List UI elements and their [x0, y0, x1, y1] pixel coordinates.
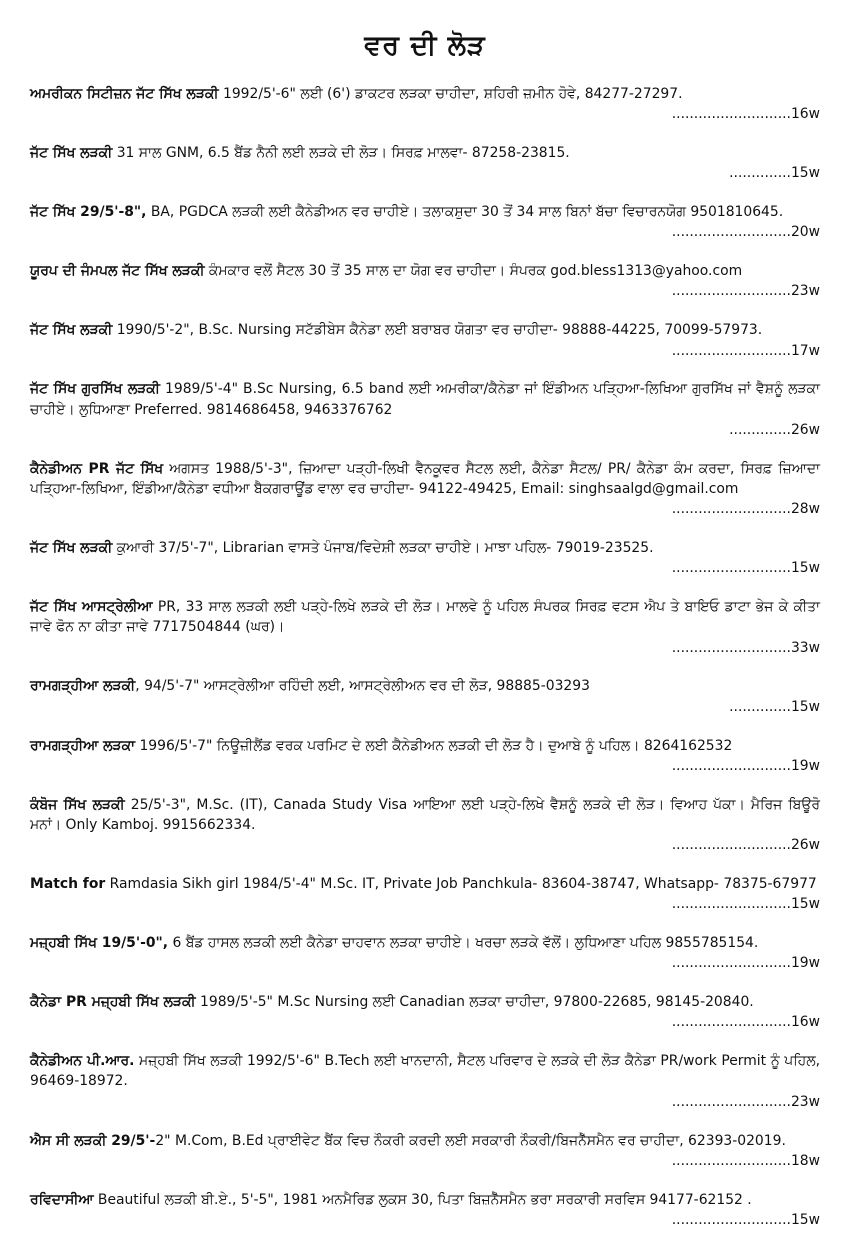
ad-text [30, 597, 820, 637]
ad-code: ...........................19w [671, 757, 820, 774]
ad-code: ...........................16w [671, 1014, 820, 1031]
ad-code: ..............26w [729, 421, 820, 438]
ad-body: BA, PGDCA ਲੜਕੀ ਲਈ ਕੈਨੇਡੀਅਨ ਵਰ ਚਾਹੀਏ। ਤਲਾਕਸ਼ੁਦਾ 30 ਤੋਂ 34 ਸਾਲ ਬਿਨਾਂ ਬੱਚਾ ਵਿਚਾਰਨਯੋਗ 9501810645. [146, 204, 784, 221]
ad-body: Beautiful ਲੜਕੀ ਬੀ.ਏ., 5'-5", 1981 ਅਨਮੈਰਿਡ ਲੁਕਸ 30, ਪਿਤਾ ਬਿਜ਼ਨੈੱਸਮੈਨ ਭਰਾ ਸਰਕਾਰੀ ਸਰਵਿਸ 94177-62152 . [93, 1191, 752, 1208]
classified-ad [30, 933, 820, 973]
ad-heading: ਰਾਮਗੜ੍ਹੀਆ ਲੜਕਾ [30, 737, 136, 754]
ad-heading: ਰਵਿਦਾਸੀਆ [30, 1191, 94, 1208]
ad-body: 1989/5'-5" M.Sc Nursing ਲਈ Canadian ਲੜਕਾ ਚਾਹੀਦਾ, 97800-22685, 98145-20840. [195, 994, 754, 1011]
ad-body: Ramdasia Sikh girl 1984/5'-4" M.Sc. IT, Private Job Panchkula- 83604-38747, Whatsapp- 78375-67977 [105, 875, 817, 892]
ad-heading: ਯੂਰਪ ਦੀ ਜੰਮਪਲ ਜੱਟ ਸਿੱਖ ਲੜਕੀ [30, 263, 205, 280]
ad-text [30, 992, 820, 1012]
page-title: ਵਰ ਦੀ ਲੋੜ [364, 30, 486, 61]
ad-text [30, 736, 820, 756]
ad-body: 1992/5'-6" ਲਈ (6') ਡਾਕਟਰ ਲੜਕਾ ਚਾਹੀਦਾ, ਸ਼ਹਿਰੀ ਜ਼ਮੀਨ ਹੋਵੇ, 84277-27297. [218, 86, 683, 102]
ad-code: ...........................15w [671, 1211, 820, 1228]
classified-ad [30, 1131, 820, 1171]
ad-code: ...........................18w [671, 1152, 820, 1169]
ad-text [30, 1051, 820, 1091]
classified-ad [30, 1190, 820, 1230]
ad-body: 31 ਸਾਲ GNM, 6.5 ਬੈਂਡ ਨੈਨੀ ਲਈ ਲੜਕੇ ਦੀ ਲੋੜ। ਸਿਰਫ਼ ਮਾਲਵਾ- 87258-23815. [112, 145, 570, 162]
ad-heading: ਕੈਨੇਡੀਅਨ ਪੀ.ਆਰ. [30, 1053, 135, 1070]
classified-ad [30, 320, 820, 360]
classified-ad [30, 202, 820, 242]
ad-text [30, 538, 820, 558]
ad-heading: ਜੱਟ ਸਿੱਖ ਲੜਕੀ [30, 145, 113, 162]
ad-text [30, 795, 820, 835]
ad-heading: ਕੰਬੋਜ ਸਿੱਖ ਲੜਕੀ [30, 796, 125, 813]
ad-heading: ਜੱਟ ਸਿੱਖ ਲੜਕੀ [30, 540, 113, 557]
ad-code: ..............15w [729, 165, 820, 182]
ad-heading: ਜੱਟ ਸਿੱਖ ਆਸਟ੍ਰੇਲੀਆ [30, 599, 153, 616]
ad-body: ਕੁਆਰੀ 37/5'-7", Librarian ਵਾਸਤੇ ਪੰਜਾਬ/ਵਿਦੇਸ਼ੀ ਲੜਕਾ ਚਾਹੀਏ। ਮਾਝਾ ਪਹਿਲ- 79019-23525. [112, 540, 654, 557]
ad-code: ...........................15w [671, 896, 820, 913]
classified-ad [30, 143, 820, 183]
ad-heading: ਅਮਰੀਕਨ ਸਿਟੀਜ਼ਨ ਜੱਟ ਸਿੱਖ ਲੜਕੀ [30, 86, 219, 102]
ad-text [30, 261, 820, 281]
classified-ad [30, 261, 820, 301]
ad-code: ...........................23w [671, 283, 820, 300]
ad-body: 1989/5'-4" B.Sc Nursing, 6.5 band ਲਈ ਅਮਰੀਕਾ/ਕੈਨੇਡਾ ਜਾਂ ਇੰਡੀਅਨ ਪੜ੍ਹਿਆ-ਲਿਖਿਆ ਗੁਰਸਿੱਖ ਜਾਂ ਵੈਸ਼ਨੂੰ ਲੜਕਾ ਚਾਹੀਏ। ਲੁਧਿਆਣਾ Preferred. 9814686458, 9463376762 [30, 381, 820, 418]
classified-ad [30, 676, 820, 716]
classified-ad [30, 992, 820, 1032]
ad-heading: ਕੈਨੇਡਾ PR ਮਜ਼੍ਹਬੀ ਸਿੱਖ ਲੜਕੀ [30, 994, 196, 1011]
classified-ad [30, 874, 820, 914]
ad-code: ...........................19w [671, 955, 820, 972]
ad-body: PR, 33 ਸਾਲ ਲੜਕੀ ਲਈ ਪੜ੍ਹੇ-ਲਿਖੇ ਲੜਕੇ ਦੀ ਲੋੜ। ਮਾਲਵੇ ਨੂੰ ਪਹਿਲ ਸੰਪਰਕ ਸਿਰਫ਼ ਵਟਸ ਐਪ ਤੇ ਬਾਇਓ ਡਾਟਾ ਭੇਜ ਕੇ ਕੀਤਾ ਜਾਵੇ ਫੋਨ ਨਾ ਕੀਤਾ ਜਾਵੇ 7717504844 (ਘਰ)। [30, 599, 820, 636]
ad-body: 2" M.Com, B.Ed ਪ੍ਰਾਈਵੇਟ ਬੈਂਕ ਵਿਚ ਨੌਕਰੀ ਕਰਦੀ ਲਈ ਸਰਕਾਰੀ ਨੌਕਰੀ/ਬਿਜਨੈੱਸਮੈਨ ਵਰ ਚਾਹੀਦਾ, 62393-02019. [155, 1132, 786, 1149]
ad-text [30, 676, 820, 696]
classified-ad [30, 597, 820, 658]
classified-ad [30, 736, 820, 776]
ad-text [30, 933, 820, 953]
ad-text [30, 459, 820, 499]
ads-list [30, 84, 820, 1230]
ad-heading: ਰਾਮਗੜ੍ਹੀਆ ਲੜਕੀ [30, 678, 136, 695]
ad-text [30, 379, 820, 419]
ad-body: 1996/5'-7" ਨਿਊਜ਼ੀਲੈਂਡ ਵਰਕ ਪਰਮਿਟ ਦੇ ਲਈ ਕੈਨੇਡੀਅਨ ਲੜਕੀ ਦੀ ਲੋੜ ਹੈ। ਦੁਆਬੇ ਨੂੰ ਪਹਿਲ। 8264162532 [135, 737, 733, 754]
ad-body: 1990/5'-2", B.Sc. Nursing ਸਟੱਡੀਬੇਸ ਕੈਨੇਡਾ ਲਈ ਬਰਾਬਰ ਯੋਗਤਾ ਵਰ ਚਾਹੀਦਾ- 98888-44225, 70099-57973. [112, 322, 763, 339]
ad-text [30, 1131, 820, 1151]
ad-heading: ਕੈਨੇਡੀਅਨ PR ਜੱਟ ਸਿੱਖ [30, 460, 164, 477]
ad-code: ...........................26w [671, 837, 820, 854]
ad-code: ...........................16w [671, 106, 820, 123]
ad-body: ਅਗਸਤ 1988/5'-3", ਜ਼ਿਆਦਾ ਪੜ੍ਹੀ-ਲਿਖੀ ਵੈਨਕੂਵਰ ਸੈਟਲ ਲਈ, ਕੈਨੇਡਾ ਸੈਟਲ/ PR/ ਕੈਨੇਡਾ ਕੰਮ ਕਰਦਾ, ਸਿਰਫ਼ ਜ਼ਿਆਦਾ ਪੜ੍ਹਿਆ-ਲਿਖਿਆ, ਇੰਡੀਆ/ਕੈਨੇਡਾ ਵਧੀਆ ਬੈਕਗਰਾਊਂਡ ਵਾਲਾ ਵਰ ਚਾਹੀਦਾ- 94122-49425, Email: singhsaalgd@gmail.com [30, 460, 821, 497]
ad-body: ਮਜ਼੍ਹਬੀ ਸਿੱਖ ਲੜਕੀ 1992/5'-6" B.Tech ਲਈ ਖਾਨਦਾਨੀ, ਸੈਟਲ ਪਰਿਵਾਰ ਦੇ ਲੜਕੇ ਦੀ ਲੋੜ ਕੈਨੇਡਾ PR/work Permit ਨੂੰ ਪਹਿਲ, 96469-18972. [30, 1053, 821, 1090]
ad-heading: ਜੱਟ ਸਿੱਖ ਲੜਕੀ [30, 322, 113, 339]
ad-code: ...........................20w [671, 224, 820, 241]
ad-heading: ਐਸ ਸੀ ਲੜਕੀ 29/5'- [30, 1132, 156, 1149]
ad-code: ...........................33w [671, 639, 820, 656]
ad-text [30, 84, 820, 104]
ad-heading: ਜੱਟ ਸਿੱਖ ਗੁਰਸਿੱਖ ਲੜਕੀ [30, 381, 160, 398]
ad-text [30, 874, 820, 894]
classified-ad [30, 795, 820, 856]
classified-ad [30, 538, 820, 578]
ad-heading: ਮਜ਼੍ਹਬੀ ਸਿੱਖ 19/5'-0", [30, 935, 169, 952]
ad-text [30, 320, 820, 340]
ad-code: ...........................28w [671, 501, 820, 518]
ad-body: 25/5'-3", M.Sc. (IT), Canada Study Visa ਆਇਆ ਲਈ ਪੜ੍ਹੇ-ਲਿਖੇ ਵੈਸ਼ਨੂੰ ਲੜਕੇ ਦੀ ਲੋੜ। ਵਿਆਹ ਪੱਕਾ। ਮੈਰਿਜ ਬਿਊਰੋ ਮਨਾਂ। Only Kamboj. 9915662334. [30, 796, 820, 833]
ad-code: ...........................23w [671, 1093, 820, 1110]
ad-text [30, 202, 820, 222]
ad-body: ਕੰਮਕਾਰ ਵਲੋਂ ਸੈਟਲ 30 ਤੋਂ 35 ਸਾਲ ਦਾ ਯੋਗ ਵਰ ਚਾਹੀਦਾ। ਸੰਪਰਕ god.bless1313@yahoo.com [204, 263, 743, 280]
classified-ad [30, 379, 820, 440]
ad-code: ...........................17w [671, 342, 820, 359]
ad-heading: ਜੱਟ ਸਿੱਖ 29/5'-8", [30, 204, 147, 221]
ad-text [30, 143, 820, 163]
ad-code: ...........................15w [671, 560, 820, 577]
ad-body: 6 ਬੈਂਡ ਹਾਸਲ ਲੜਕੀ ਲਈ ਕੈਨੇਡਾ ਚਾਹਵਾਨ ਲੜਕਾ ਚਾਹੀਏ। ਖਰਚਾ ਲੜਕੇ ਵੱਲੋਂ। ਲੁਧਿਆਣਾ ਪਹਿਲ 9855785154. [168, 935, 759, 952]
classified-ad [30, 84, 820, 124]
ad-heading: Match for [30, 875, 106, 892]
ad-code: ..............15w [729, 698, 820, 715]
ad-body: , 94/5'-7" ਆਸਟ੍ਰੇਲੀਆ ਰਹਿੰਦੀ ਲਈ, ਆਸਟ੍ਰੇਲੀਅਨ ਵਰ ਦੀ ਲੋੜ, 98885-03293 [135, 678, 590, 695]
ad-text [30, 1190, 820, 1210]
classified-ad [30, 1051, 820, 1112]
classified-ad [30, 459, 820, 520]
